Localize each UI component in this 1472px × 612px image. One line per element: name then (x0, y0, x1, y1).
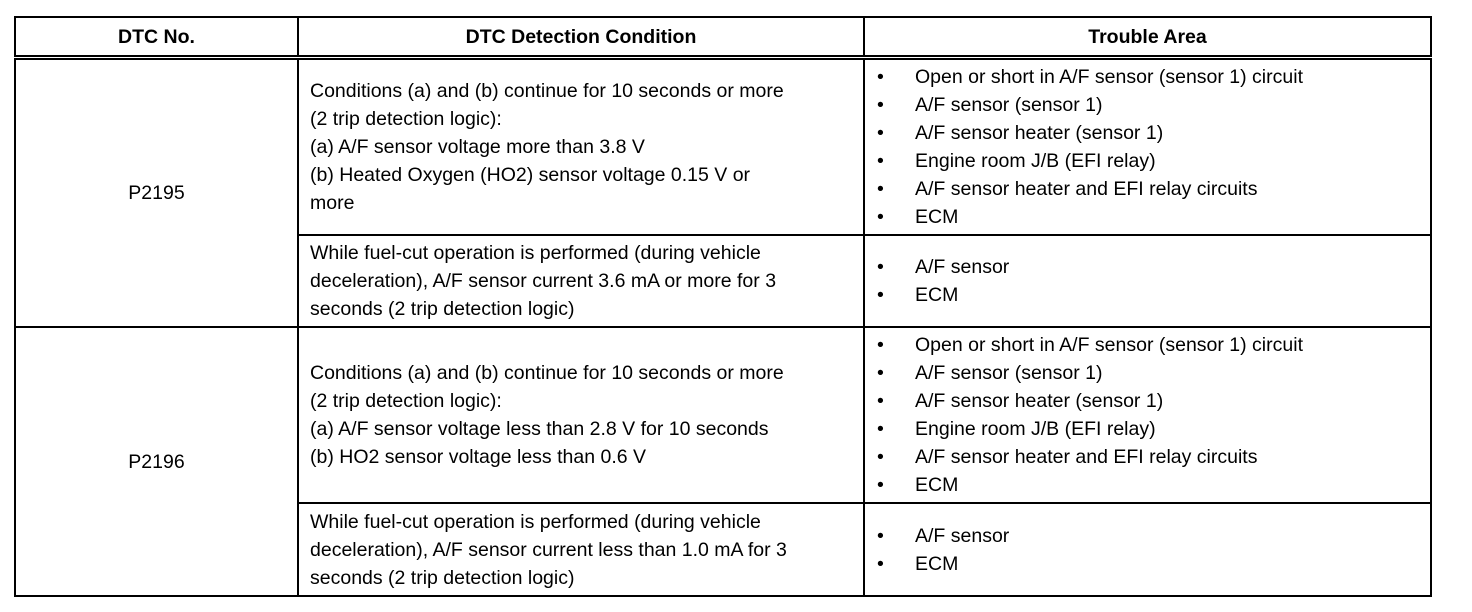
bullet-icon: • (877, 474, 884, 496)
list-item (877, 119, 1430, 147)
bullet-icon: • (877, 362, 884, 384)
trouble-area-text: ECM (915, 206, 959, 228)
trouble-area-text: A/F sensor (sensor 1) (915, 94, 1103, 116)
trouble-area-list (877, 331, 1430, 499)
condition-line: While fuel-cut operation is performed (during vehicle (310, 242, 761, 264)
list-item (877, 63, 1430, 91)
table-row (15, 58, 1431, 236)
detection-condition-cell (298, 503, 864, 596)
dtc-table (14, 16, 1432, 597)
list-item (877, 147, 1430, 175)
trouble-area-text: A/F sensor heater (sensor 1) (915, 122, 1164, 144)
trouble-area-text: A/F sensor (915, 524, 1010, 547)
condition-line: (2 trip detection logic): (310, 108, 502, 130)
trouble-area-cell (864, 58, 1431, 236)
trouble-area-list (877, 63, 1430, 231)
header-trouble-area: Trouble Area (864, 17, 1431, 58)
table-row (15, 327, 1431, 503)
bullet-icon: • (877, 390, 884, 412)
condition-line: Conditions (a) and (b) continue for 10 seconds or more (310, 362, 784, 384)
condition-line: (a) A/F sensor voltage less than 2.8 V for 10 seconds (310, 418, 769, 440)
condition-line: While fuel-cut operation is performed (during vehicle (310, 510, 761, 533)
condition-line: (b) Heated Oxygen (HO2) sensor voltage 0.15 V or (310, 164, 751, 186)
bullet-icon: • (877, 122, 884, 144)
bullet-icon: • (877, 284, 884, 306)
detection-condition-cell (298, 235, 864, 327)
detection-condition-cell (298, 58, 864, 236)
detection-condition-cell (298, 327, 864, 503)
trouble-area-cell (864, 327, 1431, 503)
list-item (877, 550, 1430, 578)
bullet-icon: • (877, 418, 884, 440)
list-item (877, 471, 1430, 499)
trouble-area-text: A/F sensor heater and EFI relay circuits (915, 178, 1258, 200)
list-item (877, 415, 1430, 443)
condition-line: deceleration), A/F sensor current less than 1.0 mA for 3 (310, 538, 787, 561)
list-item (877, 359, 1430, 387)
bullet-icon: • (877, 256, 884, 278)
trouble-area-text: ECM (915, 552, 959, 575)
bullet-icon: • (877, 446, 884, 468)
trouble-area-text: A/F sensor (915, 256, 1010, 278)
list-item (877, 203, 1430, 231)
dtc-code-cell: P2196 (15, 327, 298, 596)
header-dtc-no: DTC No. (15, 17, 298, 58)
trouble-area-list (877, 253, 1430, 309)
list-item (877, 91, 1430, 119)
condition-line: (a) A/F sensor voltage more than 3.8 V (310, 136, 645, 158)
condition-line: deceleration), A/F sensor current 3.6 mA or more for 3 (310, 270, 777, 292)
bullet-icon: • (877, 178, 884, 200)
list-item (877, 522, 1430, 550)
list-item (877, 253, 1430, 281)
trouble-area-text: A/F sensor heater and EFI relay circuits (915, 446, 1258, 468)
trouble-area-cell (864, 503, 1431, 596)
condition-line: more (310, 192, 355, 214)
list-item (877, 175, 1430, 203)
list-item (877, 331, 1430, 359)
condition-line: seconds (2 trip detection logic) (310, 298, 575, 320)
trouble-area-text: ECM (915, 474, 959, 496)
trouble-area-list (877, 522, 1430, 578)
list-item (877, 387, 1430, 415)
trouble-area-text: A/F sensor heater (sensor 1) (915, 390, 1164, 412)
list-item (877, 443, 1430, 471)
bullet-icon: • (877, 524, 884, 547)
bullet-icon: • (877, 66, 884, 88)
trouble-area-text: Engine room J/B (EFI relay) (915, 418, 1156, 440)
condition-line: (b) HO2 sensor voltage less than 0.6 V (310, 446, 647, 468)
bullet-icon: • (877, 334, 884, 356)
header-detection-condition: DTC Detection Condition (298, 17, 864, 58)
trouble-area-cell (864, 235, 1431, 327)
bullet-icon: • (877, 150, 884, 172)
list-item (877, 281, 1430, 309)
condition-line: Conditions (a) and (b) continue for 10 seconds or more (310, 80, 784, 102)
bullet-icon: • (877, 94, 884, 116)
trouble-area-text: Open or short in A/F sensor (sensor 1) circuit (915, 334, 1303, 356)
trouble-area-text: Engine room J/B (EFI relay) (915, 150, 1156, 172)
condition-line: seconds (2 trip detection logic) (310, 566, 575, 589)
bullet-icon: • (877, 206, 884, 228)
trouble-area-text: Open or short in A/F sensor (sensor 1) circuit (915, 66, 1303, 88)
bullet-icon: • (877, 552, 884, 575)
condition-line: (2 trip detection logic): (310, 390, 502, 412)
dtc-code-cell: P2195 (15, 58, 298, 328)
table-header-row (15, 17, 1431, 58)
trouble-area-text: ECM (915, 284, 959, 306)
trouble-area-text: A/F sensor (sensor 1) (915, 362, 1103, 384)
